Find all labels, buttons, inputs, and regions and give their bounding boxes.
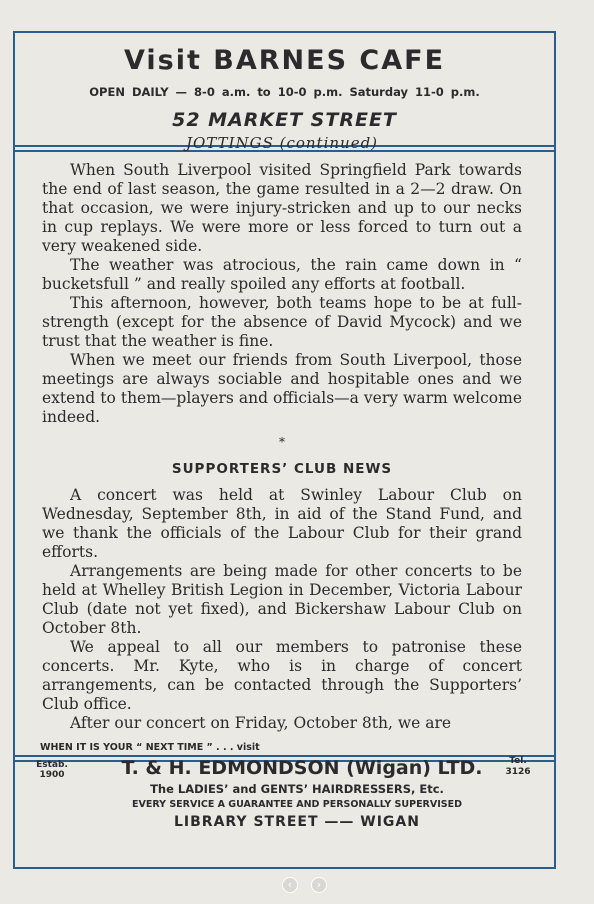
paragraph: When South Liverpool visited Springfield Park towards the end of last season, the game resulted in a 2—2 draw. On that occasion, we were injury-stricken and up to our necks in cup replays. We were more or less forced to turn out a very weakened side.: [42, 161, 522, 255]
advert-library: LIBRARY STREET —— WIGAN: [174, 814, 420, 830]
advert-ladies: The LADIES’ and GENTS’ HAIRDRESSERS, Etc.: [150, 782, 444, 796]
paragraph: A concert was held at Swinley Labour Club on Wednesday, September 8th, in aid of the Stand Fund, and we thank the officials of the Labour Club for their grand efforts.: [42, 486, 522, 561]
advert-name: T. & H. EDMONDSON (Wigan) LTD.: [121, 757, 483, 779]
cafe-title: Visit BARNES CAFE: [123, 45, 446, 76]
cafe-address: 52 MARKET STREET: [172, 109, 397, 131]
jottings-title: JOTTINGS (continued): [185, 134, 379, 152]
advert-intro: WHEN IT IS YOUR “ NEXT TIME ” . . . visit: [40, 742, 260, 753]
supporters-club-title: SUPPORTERS’ CLUB NEWS: [171, 461, 393, 477]
section-separator: *: [279, 435, 285, 449]
advert-tel: Tel. 3126: [505, 756, 531, 777]
paragraph: This afternoon, however, both teams hope to be at full-strength (except for the absence of David Mycock) and we trust that the weather is fine.: [42, 294, 522, 350]
paragraph: After our concert on Friday, October 8th, we are: [70, 714, 452, 732]
paragraph: When we meet our friends from South Liverpool, those meetings are always sociable and hospitable ones and we extend to them—players and officials—a very warm welcome indeed.: [42, 351, 522, 426]
prev-page-button[interactable]: ‹: [282, 877, 298, 893]
paragraph: We appeal to all our members to patronise these concerts. Mr. Kyte, who is in charge of concert arrangements, can be contacted through the Supporters’ Club office.: [42, 638, 522, 713]
advert-estab: Estab. 1900: [36, 760, 68, 780]
paragraph: The weather was atrocious, the rain came down in “ bucketsfull ” and really spoiled any efforts at football.: [42, 256, 522, 293]
advert-every: EVERY SERVICE A GUARANTEE AND PERSONALLY SUPERVISED: [132, 799, 462, 810]
article-body: [42, 134, 522, 733]
next-page-button[interactable]: ›: [311, 877, 327, 893]
paragraph: Arrangements are being made for other concerts to be held at Whelley British Legion in December, Victoria Labour Club (date not yet fixed), and Bickershaw Labour Club on October 8th.: [42, 562, 522, 637]
cafe-hours: OPEN DAILY — 8-0 a.m. to 10-0 p.m. Saturday 11-0 p.m.: [89, 85, 480, 99]
